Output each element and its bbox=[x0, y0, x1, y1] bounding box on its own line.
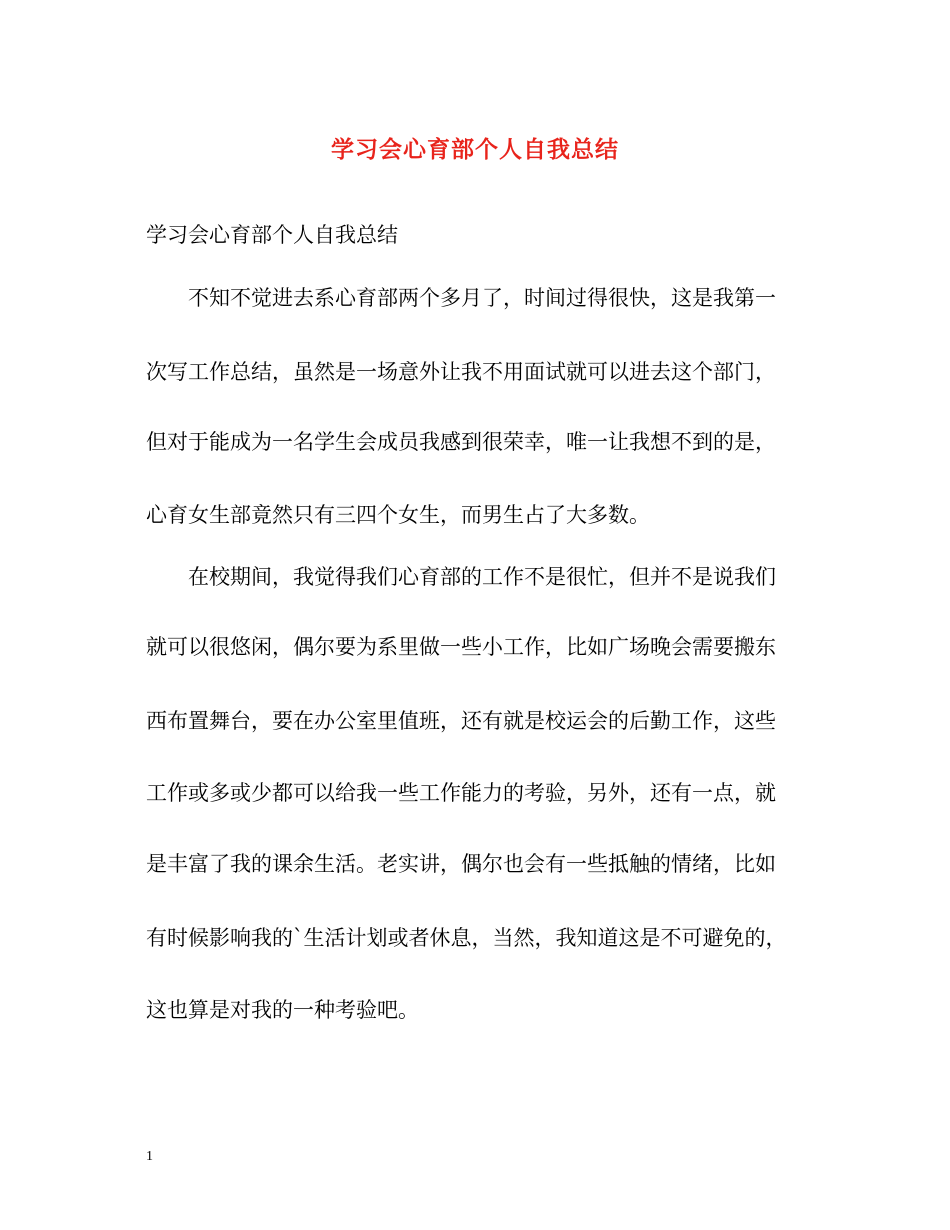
body-line: 在校期间，我觉得我们心育部的工作不是很忙，但并不是说我们 bbox=[188, 565, 776, 589]
page-number: 1 bbox=[146, 1149, 153, 1164]
body-line: 但对于能成为一名学生会成员我感到很荣幸，唯一让我想不到的是， bbox=[146, 430, 776, 454]
body-line: 次写工作总结，虽然是一场意外让我不用面试就可以进去这个部门， bbox=[146, 360, 776, 384]
body-line: 是丰富了我的课余生活。老实讲，偶尔也会有一些抵触的情绪，比如 bbox=[146, 852, 776, 876]
body-line: 工作或多或少都可以给我一些工作能力的考验，另外，还有一点，就 bbox=[146, 781, 776, 805]
body-line: 这也算是对我的一种考验吧。 bbox=[146, 998, 419, 1022]
document-subtitle: 学习会心育部个人自我总结 bbox=[146, 223, 398, 247]
body-line: 不知不觉进去系心育部两个多月了，时间过得很快，这是我第一 bbox=[188, 286, 776, 310]
body-line: 西布置舞台，要在办公室里值班，还有就是校运会的后勤工作，这些 bbox=[146, 709, 776, 733]
body-line: 心育女生部竟然只有三四个女生，而男生占了大多数。 bbox=[146, 503, 650, 527]
body-line: 有时候影响我的`生活计划或者休息，当然，我知道这是不可避免的， bbox=[146, 926, 787, 950]
body-line: 就可以很悠闲，偶尔要为系里做一些小工作，比如广场晚会需要搬东 bbox=[146, 635, 776, 659]
document-title: 学习会心育部个人自我总结 bbox=[331, 136, 619, 163]
